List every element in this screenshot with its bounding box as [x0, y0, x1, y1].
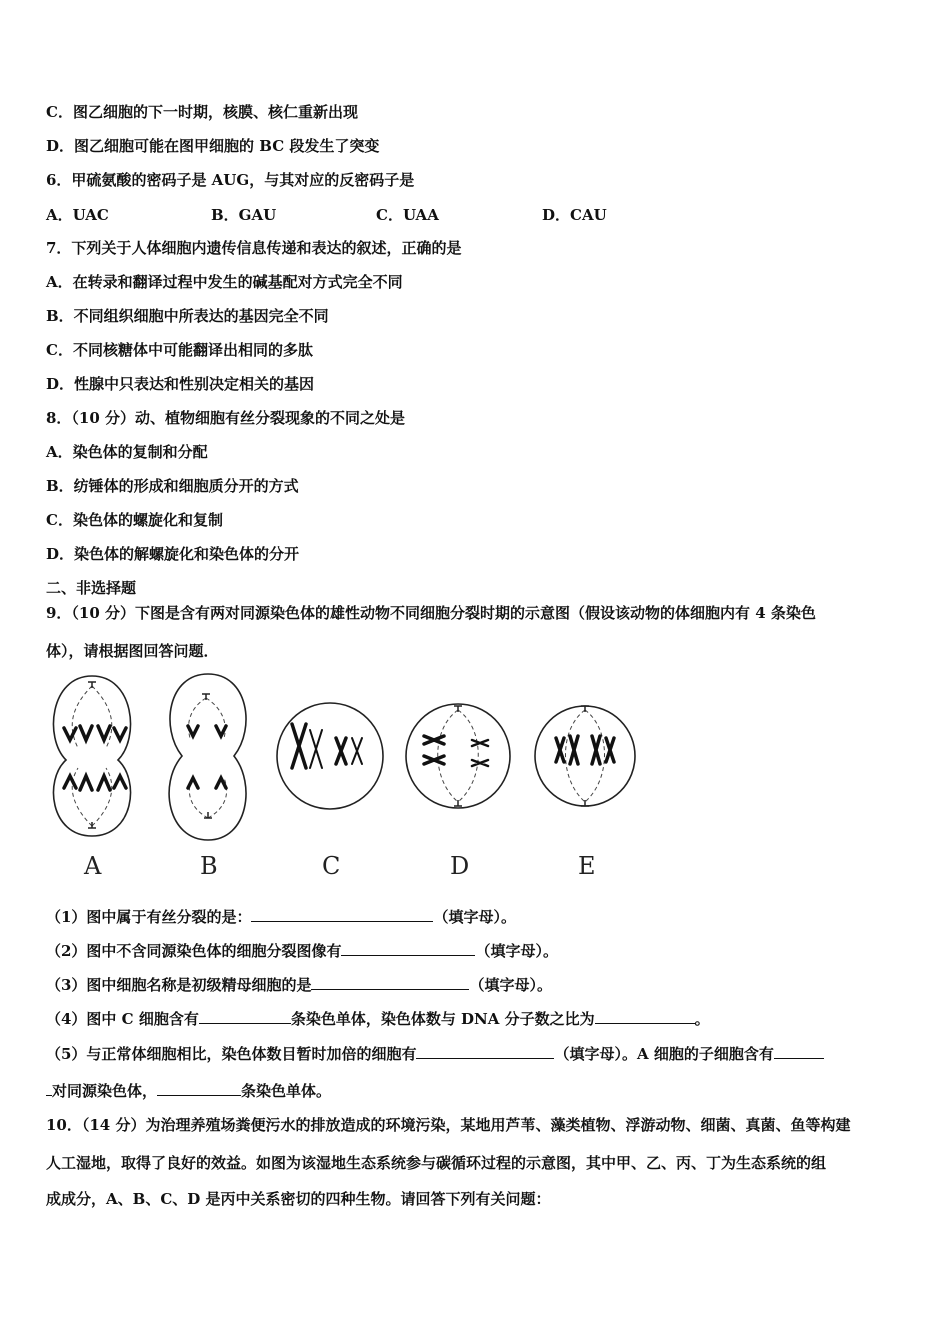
cell-d-outline — [406, 704, 510, 808]
q9-sub3-suffix: （填字母）。 — [469, 976, 552, 994]
q5-option-c: C．图乙细胞的下一时期，核膜、核仁重新出现 — [46, 103, 358, 121]
figure-label-a: A — [84, 852, 102, 880]
q9-sub1 — [46, 906, 516, 927]
section-title: 二、非选择题 — [46, 579, 137, 597]
q8-option-a: A．染色体的复制和分配 — [46, 443, 208, 461]
figure-label-d: D — [450, 852, 470, 880]
q9-sub3-blank[interactable] — [311, 974, 469, 990]
q9-sub4-text: （4）图中 C 细胞含有 — [46, 1010, 199, 1028]
q9-sub4 — [46, 1008, 710, 1029]
q9-sub5-middle: （填字母）。A 细胞的子细胞含有 — [554, 1045, 774, 1063]
cell-division-figure — [40, 668, 660, 883]
q7-option-d: D．性腺中只表达和性别决定相关的基因 — [46, 375, 315, 393]
q8-option-c: C．染色体的螺旋化和复制 — [46, 511, 223, 529]
q7-option-a: A．在转录和翻译过程中发生的碱基配对方式完全不同 — [46, 273, 403, 291]
q9-sub5-blank3[interactable] — [157, 1080, 241, 1096]
cell-a-outline — [53, 676, 130, 836]
q9-sub3-text: （3）图中细胞名称是初级精母细胞的是 — [46, 976, 312, 994]
q9-sub4-middle: 条染色单体，染色体数与 DNA 分子数之比为 — [290, 1010, 595, 1028]
q9-sub2-blank[interactable] — [341, 940, 475, 956]
figure-label-e: E — [578, 852, 596, 880]
cell-e-outline — [535, 706, 635, 806]
q9-stem-line1: 9．（10 分）下图是含有两对同源染色体的雄性动物不同细胞分裂时期的示意图（假设该动物的体细胞内有 4 条染色 — [46, 604, 816, 622]
q9-sub4-blank2[interactable] — [595, 1008, 695, 1024]
q9-stem-line2: 体），请根据图回答问题． — [46, 642, 219, 660]
q10-line1: 10．（14 分）为治理养殖场粪便污水的排放造成的环境污染，某地用芦苇、藻类植物、浮游动物、细菌、真菌、鱼等构建 — [46, 1116, 851, 1134]
q9-sub5-line2-suffix: 条染色单体。 — [241, 1082, 332, 1100]
q9-sub4-blank1[interactable] — [199, 1008, 291, 1024]
q9-sub5-blank1[interactable] — [416, 1043, 554, 1059]
q7-option-b: B．不同组织细胞中所表达的基因完全不同 — [46, 307, 329, 325]
q6-options — [46, 204, 746, 224]
q6-option-b: B．GAU — [211, 206, 277, 224]
q9-sub2-text: （2）图中不含同源染色体的细胞分裂图像有 — [46, 942, 342, 960]
cell-c-outline — [277, 703, 383, 809]
q8-stem: 8．（10 分）动、植物细胞有丝分裂现象的不同之处是 — [46, 409, 406, 427]
cell-division-diagram — [40, 668, 660, 883]
q9-sub5-line1 — [46, 1043, 824, 1064]
q9-sub5-text: （5）与正常体细胞相比，染色体数目暂时加倍的细胞有 — [46, 1045, 417, 1063]
q6-option-c: C．UAA — [376, 206, 439, 224]
q9-sub5-line2 — [46, 1080, 331, 1101]
q7-stem: 7．下列关于人体细胞内遗传信息传递和表达的叙述，正确的是 — [46, 239, 462, 257]
q10-line2: 人工湿地，取得了良好的效益。如图为该湿地生态系统参与碳循环过程的示意图，其中甲、乙、丙、丁为生态系统的组 — [46, 1154, 827, 1172]
q9-sub5-blank2[interactable] — [774, 1043, 824, 1059]
q9-sub1-text: （1）图中属于有丝分裂的是： — [46, 908, 252, 926]
q9-sub3 — [46, 974, 552, 995]
q9-sub2 — [46, 940, 558, 961]
q5-option-d: D．图乙细胞可能在图甲细胞的 BC 段发生了突变 — [46, 137, 380, 155]
q8-option-d: D．染色体的解螺旋化和染色体的分开 — [46, 545, 300, 563]
q7-option-c: C．不同核糖体中可能翻译出相同的多肽 — [46, 341, 313, 359]
q6-stem: 6．甲硫氨酸的密码子是 AUG，与其对应的反密码子是 — [46, 171, 415, 189]
q9-sub1-blank[interactable] — [251, 906, 433, 922]
q8-option-b: B．纺锤体的形成和细胞质分开的方式 — [46, 477, 299, 495]
q6-option-a: A．UAC — [46, 206, 109, 224]
q6-option-d: D．CAU — [542, 206, 607, 224]
q9-sub2-suffix: （填字母）。 — [475, 942, 558, 960]
q9-sub1-suffix: （填字母）。 — [433, 908, 516, 926]
q9-sub4-suffix: 。 — [694, 1010, 710, 1028]
figure-label-b: B — [200, 852, 218, 880]
q10-line3: 成成分，A、B、C、D 是丙中关系密切的四种生物。请回答下列有关问题： — [46, 1190, 551, 1208]
q9-sub5-line2-middle: 对同源染色体， — [52, 1082, 158, 1100]
figure-label-c: C — [322, 852, 341, 880]
